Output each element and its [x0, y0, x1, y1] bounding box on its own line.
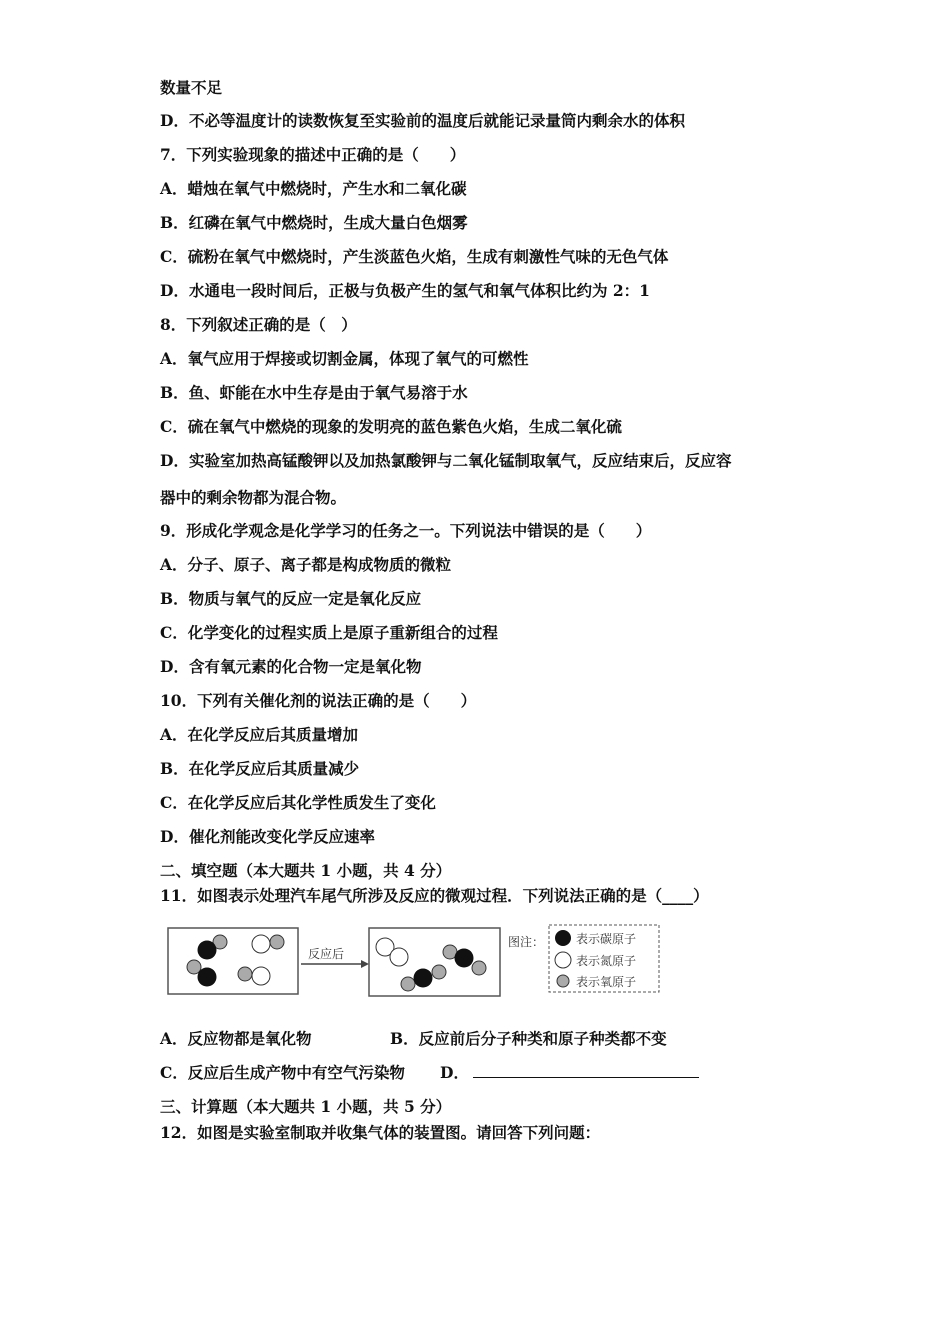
- carbon-atom: [198, 941, 217, 960]
- option-10c: C．在化学反应后其化学性质发生了变化: [160, 793, 436, 812]
- option-11d-label: D．: [440, 1063, 469, 1082]
- legend-title: 图注：: [508, 935, 545, 949]
- option-11c: C．反应后生成产物中有空气污染物: [160, 1063, 405, 1082]
- arrow-label: 反应后: [308, 947, 345, 961]
- legend-nitrogen-label: 表示氮原子: [576, 954, 637, 968]
- nitrogen-atom: [252, 967, 270, 985]
- section-3-heading: 三、计算题（本大题共 1 小题，共 5 分）: [160, 1097, 452, 1116]
- option-9b: B．物质与氧气的反应一定是氧化反应: [160, 589, 422, 608]
- legend-carbon-label: 表示碳原子: [576, 932, 637, 946]
- legend-carbon-icon: [555, 930, 571, 946]
- question-8: 8．下列叙述正确的是（ ）: [160, 315, 357, 334]
- legend-oxygen-icon: [557, 975, 569, 987]
- answer-blank[interactable]: [473, 1063, 699, 1078]
- carbon-atom: [198, 968, 217, 987]
- question-9: 9．形成化学观念是化学学习的任务之一。下列说法中错误的是（ ）: [160, 521, 652, 540]
- option-7d: D．水通电一段时间后，正极与负极产生的氢气和氧气体积比约为 2：1: [160, 281, 650, 300]
- option-10d: D．催化剂能改变化学反应速率: [160, 827, 375, 846]
- option-9c: C．化学变化的过程实质上是原子重新组合的过程: [160, 623, 498, 642]
- oxygen-atom: [472, 961, 486, 975]
- option-8b: B．鱼、虾能在水中生存是由于氧气易溶于水: [160, 383, 468, 402]
- question-7: 7．下列实验现象的描述中正确的是（ ）: [160, 145, 466, 164]
- legend-nitrogen-icon: [555, 952, 571, 968]
- oxygen-atom: [432, 965, 446, 979]
- text-line: D．不必等温度计的读数恢复至实验前的温度后就能记录量筒内剩余水的体积: [160, 111, 685, 130]
- option-8c: C．硫在氧气中燃烧的现象的发明亮的蓝色紫色火焰，生成二氧化硫: [160, 417, 622, 436]
- option-7c: C．硫粉在氧气中燃烧时，产生淡蓝色火焰，生成有刺激性气味的无色气体: [160, 247, 669, 266]
- oxygen-atom: [401, 977, 415, 991]
- question-10: 10．下列有关催化剂的说法正确的是（ ）: [160, 691, 477, 710]
- option-10a: A．在化学反应后其质量增加: [160, 725, 359, 744]
- option-8a: A．氧气应用于焊接或切割金属，体现了氧气的可燃性: [160, 349, 529, 368]
- nitrogen-atom: [390, 948, 408, 966]
- carbon-atom: [455, 949, 474, 968]
- question-12: 12．如图是实验室制取并收集气体的装置图。请回答下列问题：: [160, 1123, 601, 1142]
- oxygen-atom: [187, 960, 201, 974]
- option-7b: B．红磷在氧气中燃烧时，生成大量白色烟雾: [160, 213, 468, 232]
- oxygen-atom: [238, 967, 252, 981]
- option-11b: B．反应前后分子种类和原子种类都不变: [390, 1029, 667, 1048]
- carbon-atom: [414, 969, 433, 988]
- legend-oxygen-label: 表示氧原子: [576, 975, 637, 989]
- option-9d: D．含有氧元素的化合物一定是氧化物: [160, 657, 422, 676]
- option-10b: B．在化学反应后其质量减少: [160, 759, 360, 778]
- option-11d: [440, 1063, 699, 1083]
- question-11: 11．如图表示处理汽车尾气所涉及反应的微观过程．下列说法正确的是（____）: [160, 886, 709, 905]
- reaction-diagram: [165, 920, 665, 1004]
- text-line: 数量不足: [160, 78, 223, 97]
- nitrogen-atom: [252, 935, 270, 953]
- oxygen-atom: [270, 935, 284, 949]
- option-11a: A．反应物都是氧化物: [160, 1029, 312, 1048]
- option-8d-cont: 器中的剩余物都为混合物。: [160, 488, 347, 507]
- option-7a: A．蜡烛在氧气中燃烧时，产生水和二氧化碳: [160, 179, 467, 198]
- option-9a: A．分子、原子、离子都是构成物质的微粒: [160, 555, 452, 574]
- option-8d: D．实验室加热高锰酸钾以及加热氯酸钾与二氧化锰制取氧气，反应结束后，反应容: [160, 451, 732, 470]
- section-2-heading: 二、填空题（本大题共 1 小题，共 4 分）: [160, 861, 452, 880]
